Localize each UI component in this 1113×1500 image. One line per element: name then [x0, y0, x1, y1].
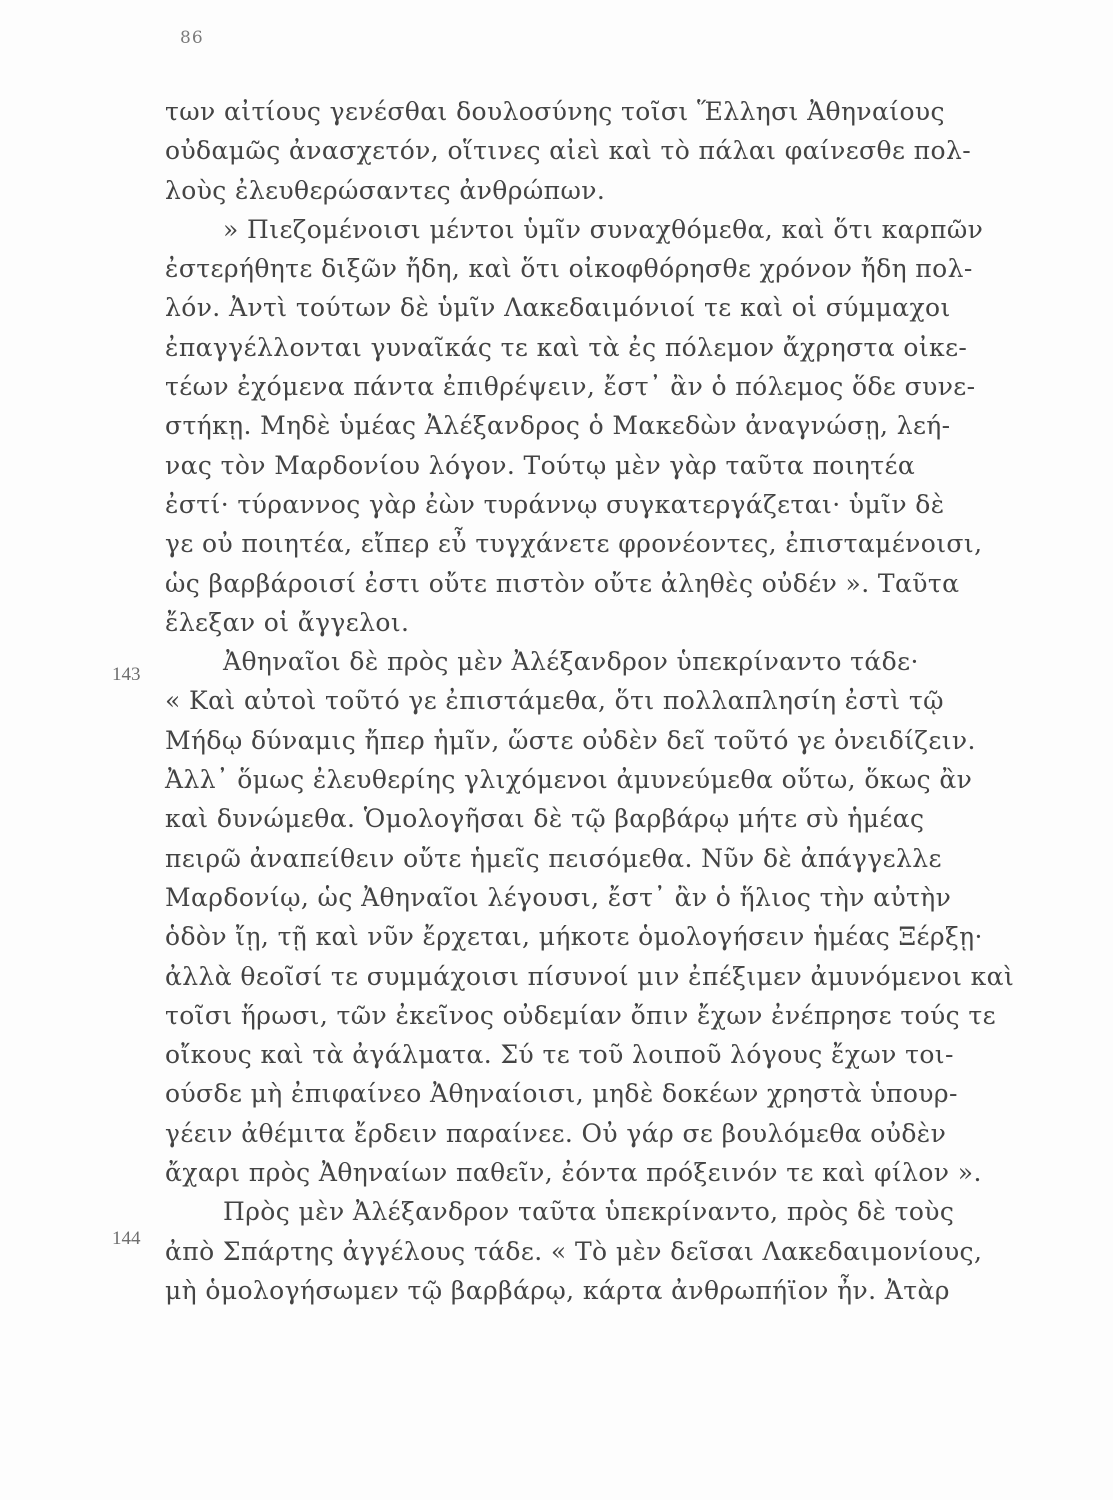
- text-line: των αἰτίους γενέσθαι δουλοσύνης τοῖσι Ἕλλησι Ἀθηναίους: [165, 97, 945, 126]
- page-number: 86: [180, 28, 204, 48]
- text-line: στήκῃ. Μηδὲ ὑμέας Ἀλέξανδρος ὁ Μακεδὼν ἀναγνώσῃ, λεή-: [165, 411, 951, 441]
- text-line: οὐδαμῶς ἀνασχετόν, οἵτινες αἰεὶ καὶ τὸ πάλαι φαίνεσθε πολ-: [165, 136, 972, 166]
- text-line: Πρὸς μὲν Ἀλέξανδρον ταῦτα ὑπεκρίναντο, πρὸς δὲ τοὺς: [223, 1197, 955, 1227]
- text-line: ἔλεξαν οἱ ἄγγελοι.: [165, 607, 410, 637]
- text-line: νας τὸν Μαρδονίου λόγον. Τούτῳ μὲν γὰρ ταῦτα ποιητέα: [165, 450, 916, 480]
- text-line: » Πιεζομένοισι μέντοι ὑμῖν συναχθόμεθα, καὶ ὅτι καρπῶν: [223, 214, 984, 244]
- text-line: καὶ δυνώμεθα. Ὁμολογῆσαι δὲ τῷ βαρβάρῳ μήτε σὺ ἡμέας: [165, 804, 925, 834]
- text-line: ὡς βαρβάροισί ἐστι οὔτε πιστὸν οὔτε ἀληθὲς οὐδέν ». Ταῦτα: [165, 568, 960, 598]
- text-line: γέειν ἀθέμιτα ἔρδειν παραίνεε. Οὐ γάρ σε βουλόμεθα οὐδὲν: [165, 1118, 947, 1148]
- text-line: Μήδῳ δύναμις ἤπερ ἡμῖν, ὥστε οὐδὲν δεῖ τοῦτό γε ὀνειδίζειν.: [165, 725, 976, 755]
- text-line: πειρῶ ἀναπείθειν οὔτε ἡμεῖς πεισόμεθα. Νῦν δὲ ἀπάγγελλε: [165, 843, 942, 873]
- section-number-143: 143: [112, 664, 141, 685]
- text-line: ἐστερήθητε διξῶν ἤδη, καὶ ὅτι οἰκοφθόρησθε χρόνον ἤδη πολ-: [165, 254, 973, 284]
- text-line: τέων ἐχόμενα πάντα ἐπιθρέψειν, ἔστ᾽ ἂν ὁ πόλεμος ὅδε συνε-: [165, 372, 976, 402]
- body-text: [165, 92, 1015, 1310]
- text-line: ἄχαρι πρὸς Ἀθηναίων παθεῖν, ἐόντα πρόξεινόν τε καὶ φίλον ».: [165, 1158, 982, 1188]
- text-line: « Καὶ αὐτοὶ τοῦτό γε ἐπιστάμεθα, ὅτι πολλαπλησίη ἐστὶ τῷ: [165, 686, 944, 716]
- text-line: μὴ ὁμολογήσωμεν τῷ βαρβάρῳ, κάρτα ἀνθρωπήϊον ἦν. Ἀτὰρ: [165, 1275, 950, 1305]
- text-line: ἐστί· τύραννος γὰρ ἐὼν τυράννῳ συγκατεργάζεται· ὑμῖν δὲ: [165, 489, 945, 519]
- text-line: ὁδὸν ἴῃ, τῇ καὶ νῦν ἔρχεται, μήκοτε ὁμολογήσειν ἡμέας Ξέρξῃ·: [165, 922, 983, 952]
- text-line: Μαρδονίῳ, ὡς Ἀθηναῖοι λέγουσι, ἔστ᾽ ἂν ὁ ἥλιος τὴν αὐτὴν: [165, 882, 952, 912]
- text-line: ούσδε μὴ ἐπιφαίνεο Ἀθηναίοισι, μηδὲ δοκέων χρηστὰ ὑπουρ-: [165, 1079, 958, 1109]
- section-number-144: 144: [112, 1228, 141, 1249]
- text-line: οἴκους καὶ τὰ ἀγάλματα. Σύ τε τοῦ λοιποῦ λόγους ἔχων τοι-: [165, 1040, 954, 1070]
- text-line: ἀλλὰ θεοῖσί τε συμμάχοισι πίσυνοί μιν ἐπέξιμεν ἀμυνόμενοι καὶ: [165, 961, 1015, 991]
- text-line: ἀπὸ Σπάρτης ἀγγέλους τάδε. « Τὸ μὲν δεῖσαι Λακεδαιμονίους,: [165, 1236, 983, 1266]
- text-line: Ἀθηναῖοι δὲ πρὸς μὲν Ἀλέξανδρον ὑπεκρίναντο τάδε·: [223, 647, 919, 677]
- text-line: τοῖσι ἥρωσι, τῶν ἐκεῖνος οὐδεμίαν ὄπιν ἔχων ἐνέπρησε τούς τε: [165, 1000, 996, 1030]
- text-line: λόν. Ἀντὶ τούτων δὲ ὑμῖν Λακεδαιμόνιοί τε καὶ οἱ σύμμαχοι: [165, 293, 951, 323]
- text-line: λοὺς ἐλευθερώσαντες ἀνθρώπων.: [165, 175, 606, 205]
- text-line: γε οὐ ποιητέα, εἴπερ εὖ τυγχάνετε φρονέοντες, ἐπισταμένοισι,: [165, 529, 983, 559]
- text-line: Ἀλλ᾽ ὅμως ἐλευθερίης γλιχόμενοι ἀμυνεύμεθα οὕτω, ὅκως ἂν: [165, 765, 973, 795]
- text-line: ἐπαγγέλλονται γυναῖκάς τε καὶ τὰ ἐς πόλεμον ἄχρηστα οἰκε-: [165, 332, 968, 362]
